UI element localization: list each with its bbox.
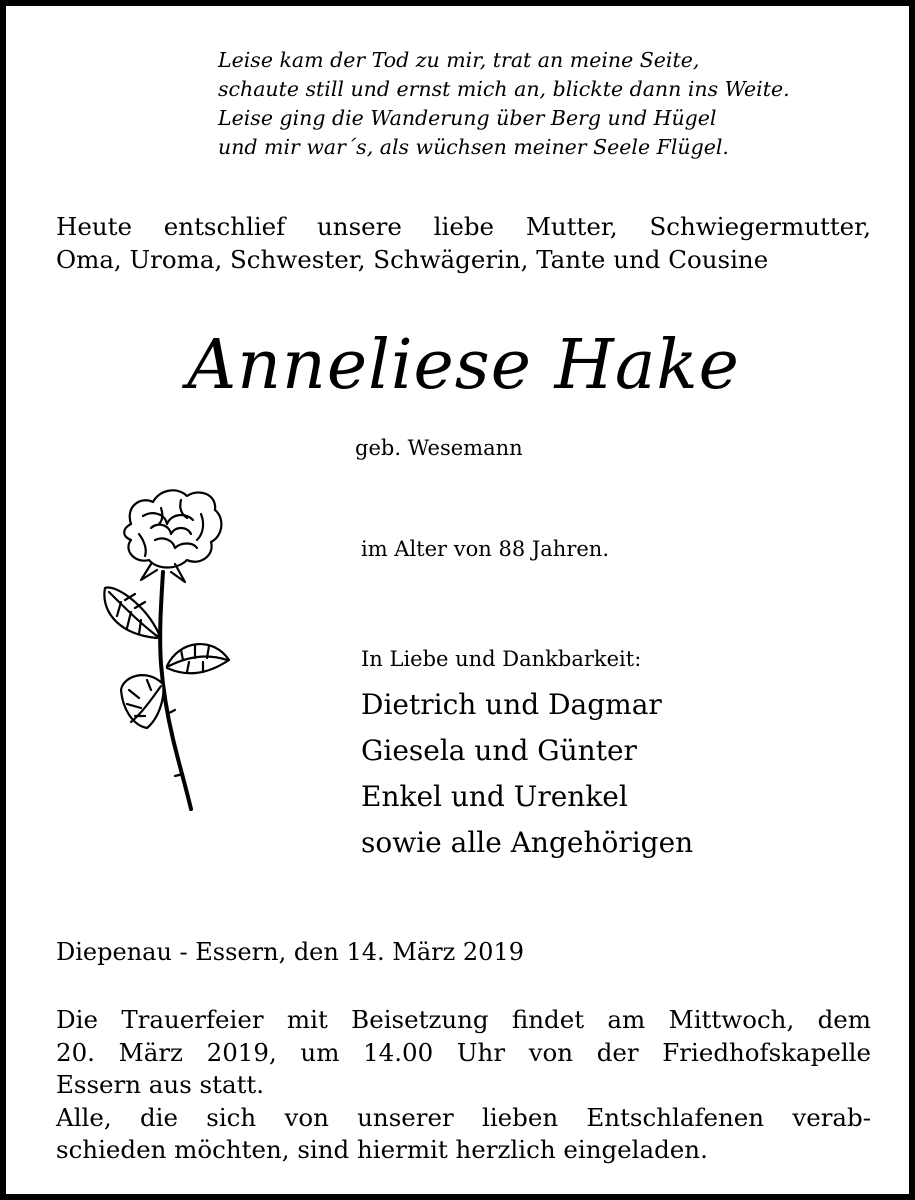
poem-line: Leise ging die Wanderung über Berg und Hügel — [218, 106, 717, 130]
mourner-name: sowie alle Angehörigen — [361, 826, 694, 859]
deceased-name: Anneliese Hake — [187, 326, 740, 405]
mourners-heading: In Liebe und Dankbarkeit: — [361, 647, 642, 671]
poem-line: und mir war´s, als wüchsen meiner Seele Flügel. — [218, 135, 729, 159]
poem-line: Leise kam der Tod zu mir, trat an meine Seite, — [218, 48, 700, 72]
service-line: Die Trauerfeier mit Beisetzung findet am Mittwoch, dem — [56, 1005, 871, 1034]
mourner-name: Dietrich und Dagmar — [361, 688, 662, 721]
announcement-intro — [56, 210, 871, 276]
age-text: im Alter von 88 Jahren. — [361, 537, 610, 561]
maiden-name: geb. Wesemann — [355, 436, 523, 460]
place-date: Diepenau - Essern, den 14. März 2019 — [56, 938, 524, 966]
service-line: 20. März 2019, um 14.00 Uhr von der Friedhofskapelle — [56, 1037, 871, 1067]
funeral-service-info — [56, 1004, 871, 1167]
mourners-list — [361, 682, 693, 866]
poem-line: schaute still und ernst mich an, blickte dann ins Weite. — [218, 77, 790, 101]
poem — [218, 46, 790, 162]
rose-icon — [101, 484, 241, 814]
service-line: schieden möchten, sind hiermit herzlich eingeladen. — [56, 1135, 708, 1164]
intro-line: Heute entschlief unsere liebe Mutter, Schwiegermutter, — [56, 212, 871, 241]
service-line: Alle, die sich von unserer lieben Entschlafenen verab- — [56, 1102, 871, 1132]
mourner-name: Giesela und Günter — [361, 734, 637, 767]
service-line: Essern aus statt. — [56, 1070, 265, 1099]
mourner-name: Enkel und Urenkel — [361, 780, 628, 813]
intro-line: Oma, Uroma, Schwester, Schwägerin, Tante und Cousine — [56, 245, 769, 274]
